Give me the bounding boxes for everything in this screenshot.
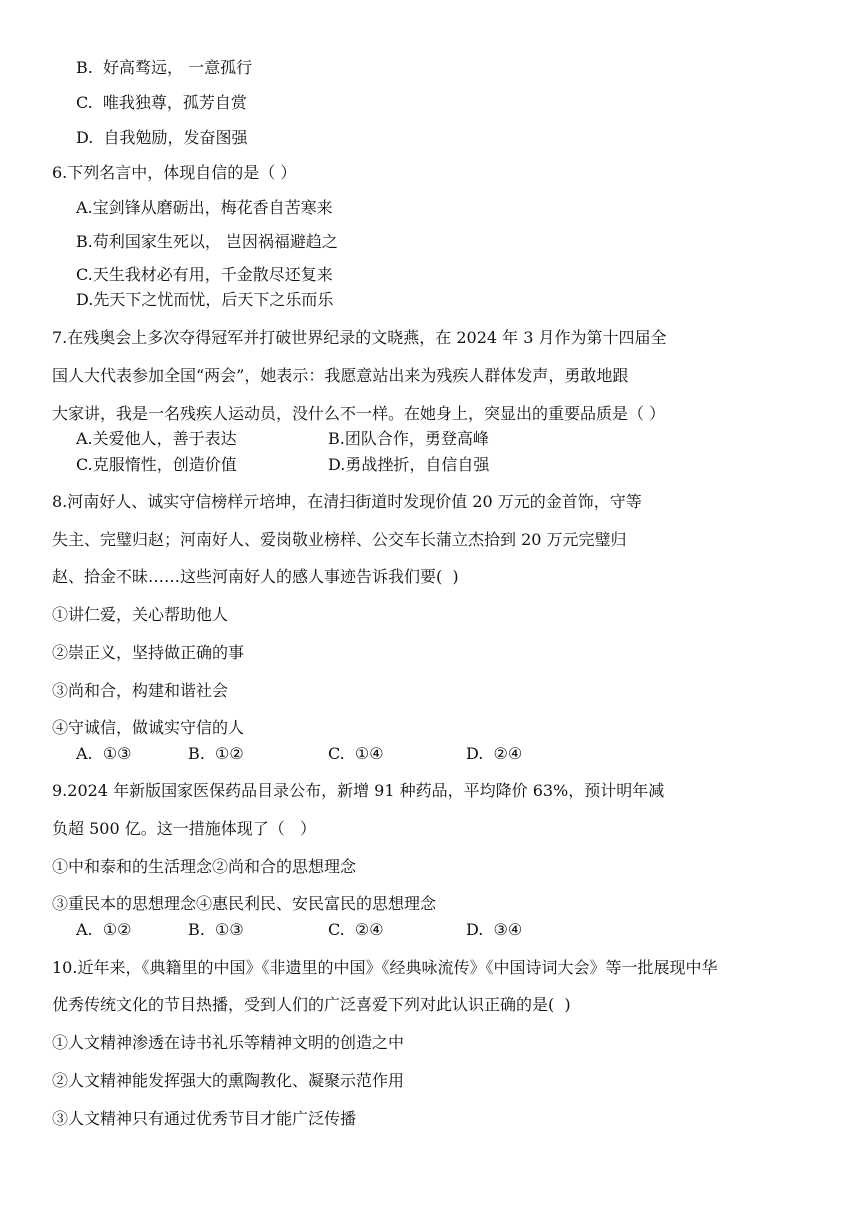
q10-statement-3: ③人文精神只有通过优秀节目才能广泛传播 — [52, 1109, 357, 1128]
q7-option-c: C.克服惰性，创造价值 — [76, 455, 237, 474]
q6-option-a: A.宝剑锋从磨砺出，梅花香自苦寒来 — [76, 198, 333, 217]
q7-option-d: D.勇战挫折，自信自强 — [328, 455, 490, 474]
q10-stem-line1: 10.近年来，《典籍里的中国》《非遗里的中国》《经典咏流传》《中国诗词大会》等一批展现中华 — [52, 958, 718, 977]
q7-stem-line1: 7.在残奥会上多次夺得冠军并打破世界纪录的文晓燕，在 2024 年 3 月作为第十四届全 — [52, 328, 667, 347]
q10-statement-1: ①人文精神渗透在诗书礼乐等精神文明的创造之中 — [52, 1033, 405, 1052]
q9-option-d: D. ③④ — [466, 920, 523, 939]
q9-option-b: B. ①③ — [188, 920, 244, 939]
q9-stem-line2: 负超 500 亿。这一措施体现了（ ） — [52, 819, 316, 838]
q9-statements-1-2: ①中和泰和的生活理念②尚和合的思想理念 — [52, 857, 357, 876]
q8-statement-4: ④守诚信，做诚实守信的人 — [52, 718, 245, 737]
q9-option-a: A. ①② — [76, 920, 132, 939]
q9-option-c: C. ②④ — [328, 920, 384, 939]
q8-option-c: C. ①④ — [328, 744, 384, 763]
q7-option-a: A.关爱他人，善于表达 — [76, 429, 237, 448]
q6-option-b: B.苟利国家生死以， 岂因祸福避趋之 — [76, 232, 338, 251]
q8-stem-line1: 8.河南好人、诚实守信榜样亓培坤，在清扫街道时发现价值 20 万元的金首饰，守等 — [52, 492, 642, 511]
q8-option-b: B. ①② — [188, 744, 244, 763]
q9-stem-line1: 9.2024 年新版国家医保药品目录公布，新增 91 种药品，平均降价 63%，预计明年减 — [52, 781, 665, 800]
q7-option-b: B.团队合作，勇登高峰 — [328, 429, 489, 448]
q9-statements-3-4: ③重民本的思想理念④惠民利民、安民富民的思想理念 — [52, 894, 437, 913]
q5-option-c: C. 唯我独尊，孤芳自赏 — [76, 93, 247, 112]
q10-statement-2: ②人文精神能发挥强大的熏陶教化、凝聚示范作用 — [52, 1071, 405, 1090]
q5-option-b: B. 好高骛远， 一意孤行 — [76, 58, 253, 77]
q7-stem-line3: 大家讲，我是一名残疾人运动员，没什么不一样。在她身上，突显出的重要品质是（ ） — [52, 404, 666, 423]
q8-option-d: D. ②④ — [466, 744, 523, 763]
q6-option-d: D.先天下之忧而忧，后天下之乐而乐 — [76, 290, 334, 309]
q6-stem: 6.下列名言中，体现自信的是（ ） — [52, 163, 297, 182]
q8-statement-1: ①讲仁爱，关心帮助他人 — [52, 605, 229, 624]
q6-option-c: C.天生我材必有用，千金散尽还复来 — [76, 265, 333, 284]
q8-statement-3: ③尚和合，构建和谐社会 — [52, 681, 229, 700]
q8-statement-2: ②崇正义，坚持做正确的事 — [52, 643, 245, 662]
q8-option-a: A. ①③ — [76, 744, 132, 763]
q5-option-d: D. 自我勉励，发奋图强 — [76, 128, 248, 147]
q8-stem-line2: 失主、完璧归赵；河南好人、爱岗敬业榜样、公交车长蒲立杰拾到 20 万元完璧归 — [52, 530, 627, 549]
q10-stem-line2: 优秀传统文化的节目热播，受到人们的广泛喜爱下列对此认识正确的是( ) — [52, 995, 571, 1014]
q8-stem-line3: 赵、拾金不昧……这些河南好人的感人事迹告诉我们要( ) — [52, 567, 459, 586]
q7-stem-line2: 国人大代表参加全国“两会”，她表示：我愿意站出来为残疾人群体发声，勇敢地跟 — [52, 366, 629, 385]
